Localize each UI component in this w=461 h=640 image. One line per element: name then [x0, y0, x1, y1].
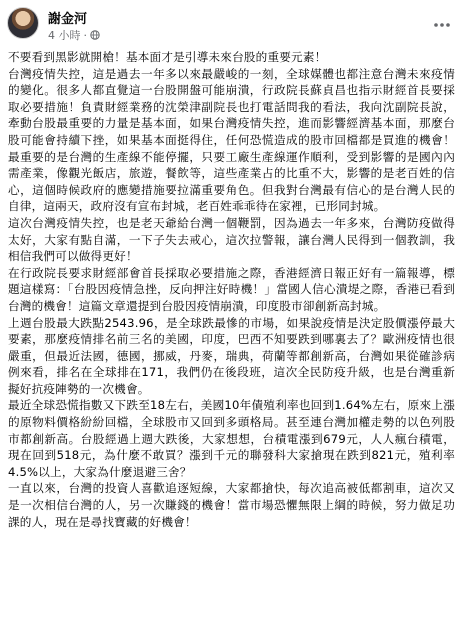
author-avatar[interactable]	[7, 7, 39, 39]
more-options-icon[interactable]	[433, 13, 451, 32]
post-header	[0, 0, 461, 48]
post-paragraph: 最近全球恐慌指數又下跌至18左右，美國10年債殖利率也回到1.64%左右，原來上漲的原物料價格紛紛回檔，全球股市又回到多頭格局。甚至連台灣加權走勢的以色列股市都創新高。台股經過上週大跌後，大家想想，台積電漲到679元，人人瘋台積電，現在回到518元，為什麼不敢買？漲到千元的聯發科大家搶現在跌到821元，殖利率4.5%以上，大家為什麼退避三舍？	[8, 398, 455, 479]
author-name[interactable]: 謝金河	[48, 12, 88, 27]
post-paragraph: 一直以來，台灣的投資人喜歡追逐短線，大家都搶快，每次追高被低都割車，這次又是一次相信台灣的人，另一次賺錢的機會！當市場恐懼無限上綱的時候，努力做足功課的人，現在是尋找寶藏的好機會！	[8, 481, 455, 529]
globe-icon	[90, 30, 100, 40]
post-paragraph: 在行政院長要求財經部會首長採取必要措施之際，香港經濟日報正好有一篇報導，標題這樣寫：「台股因疫情急挫，反向押注好時機！」當國人信心潰堤之際，香港已看到台灣的機會！這篇文章還提到台股因疫情崩潰，印度股市卻創新高封城。	[8, 265, 455, 313]
post-body	[8, 49, 455, 530]
post-paragraph: 台灣疫情失控，這是過去一年多以來最嚴峻的一刻，全球媒體也都注意台灣未來疫情的變化。很多人都直覺這一台股開盤可能崩潰，行政院長蘇貞昌也指示財經首長要採取必要措施！負責財經業務的沈榮津副院長也打電話問我的看法，我向沈副院長說，牽動台股最重要的力量是基本面，如果台灣疫情失控，進而影響經濟基本面，那麼台股可能會持續下挫，如果基本面挺得住，任何恐慌造成的股市回檔都是買進的機會！最重要的是台灣的生產線不能停擺，只要工廠生產線運作順利，受到影響的是國內內需產業，像觀光飯店，旅遊，餐飲等，這些產業占的比重不大，影響的是老百姓的信心，這個時候政府的應變措施要拉滿重要角色。但我對台灣最有信心的是台灣人民的自律，這兩天，政府沒有宣布封城，老百姓乖乖待在家裡，已形同封城。	[8, 66, 455, 214]
post-paragraph: 這次台灣疫情失控，也是老天爺給台灣一個鞭罰，因為過去一年多來，台灣防疫做得太好，大家有點自滿，一下子失去戒心，這次拉警報，讓台灣人民得到一個教訓，我相信我們可以做得更好！	[8, 215, 455, 264]
post-meta	[48, 27, 100, 43]
meta-separator: ·	[83, 28, 87, 42]
post-time[interactable]: 4 小時	[48, 29, 81, 42]
post-paragraph: 上週台股最大跌點2543.96，是全球跌最慘的市場，如果說疫情是決定股價漲停最大要素，那麼疫情排名前三名的美國，印度，巴西不知要跌到哪裏去了？歐洲疫情也很嚴重，但最近法國，德國，挪威，丹麥，瑞典，荷蘭等都創新高，台灣如果從確診病例來看，排名在全球排在171，我們仍在後段班，這次全民防疫升級，也是台灣重新擬好抗疫陣勢的一次機會。	[8, 315, 455, 396]
post-paragraph-headline: 不要看到黑影就開槍！基本面才是引導未來台股的重要元素！	[8, 50, 327, 64]
